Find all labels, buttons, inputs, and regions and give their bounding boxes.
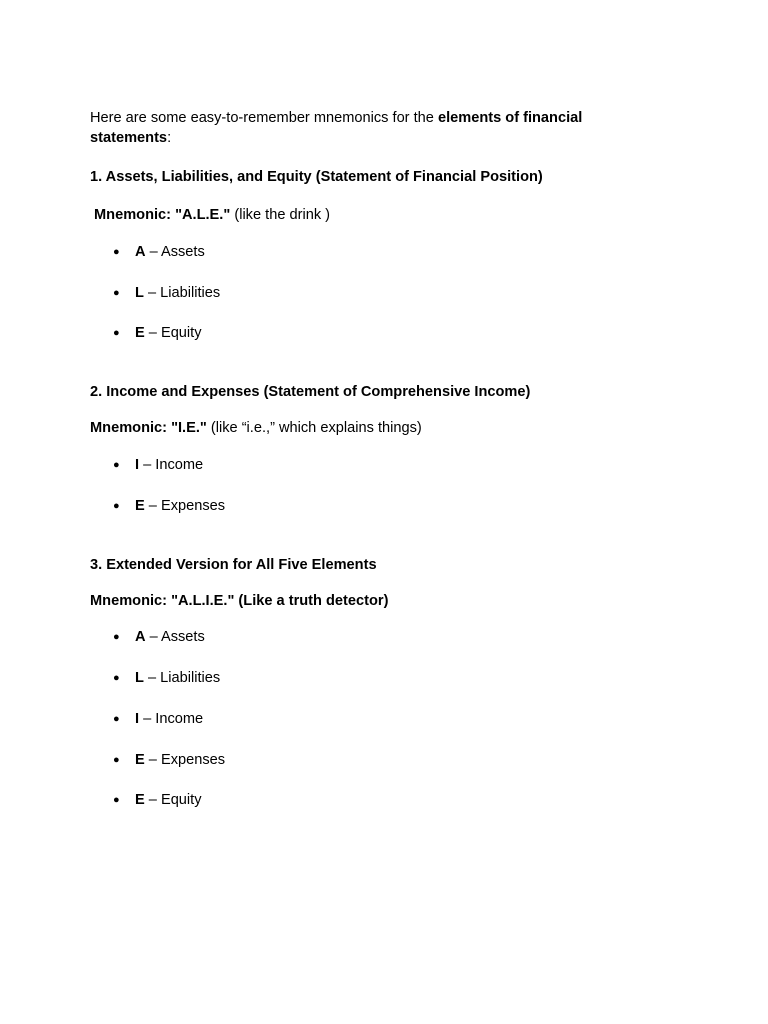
item-text: – Liabilities <box>143 285 221 301</box>
list-item <box>113 496 225 516</box>
bullet-icon: ● <box>113 794 120 806</box>
bullet-icon: ● <box>113 246 120 258</box>
item-letter: L <box>135 670 144 686</box>
section-3-mnemonic-bold: Mnemonic: "A.L.I.E." (Like a truth detector) <box>90 593 389 609</box>
intro-suffix: : <box>167 130 172 146</box>
item-letter: E <box>135 752 145 768</box>
list-item <box>113 242 205 262</box>
intro-line-1 <box>90 108 582 128</box>
item-text: – Expenses <box>144 752 226 768</box>
bullet-icon: ● <box>113 631 120 643</box>
item-letter: I <box>135 711 140 727</box>
item-text: – Equity <box>144 325 202 341</box>
list-item <box>113 668 220 688</box>
section-3-heading <box>90 555 377 575</box>
intro-bold-2: statements <box>90 130 168 146</box>
bullet-icon: ● <box>113 500 120 512</box>
section-2-heading <box>90 382 530 402</box>
item-letter: L <box>135 285 144 301</box>
item-letter: A <box>135 244 146 260</box>
list-item <box>113 323 202 343</box>
item-letter: E <box>135 498 145 514</box>
list-item <box>113 283 220 303</box>
bullet-icon: ● <box>113 287 120 299</box>
section-2-heading-text: 2. Income and Expenses (Statement of Comprehensive Income) <box>90 384 531 400</box>
section-3-mnemonic <box>90 591 388 611</box>
item-letter: E <box>135 325 145 341</box>
item-letter: A <box>135 629 146 645</box>
intro-line-2 <box>90 128 171 148</box>
bullet-icon: ● <box>113 754 120 766</box>
list-item <box>113 709 203 729</box>
bullet-icon: ● <box>113 672 120 684</box>
section-1-heading-text: 1. Assets, Liabilities, and Equity (Statement of Financial Position) <box>90 169 543 185</box>
item-text: – Assets <box>145 244 205 260</box>
item-letter: E <box>135 792 145 808</box>
section-2-mnemonic-rest: (like “i.e.,” which explains things) <box>206 420 422 436</box>
section-3-heading-text: 3. Extended Version for All Five Elements <box>90 557 377 573</box>
item-text: – Liabilities <box>143 670 221 686</box>
item-text: – Expenses <box>144 498 226 514</box>
section-1-mnemonic-rest: (like the drink ) <box>230 207 331 223</box>
item-text: – Equity <box>144 792 202 808</box>
item-text: – Income <box>139 457 204 473</box>
bullet-icon: ● <box>113 459 120 471</box>
list-item <box>113 627 205 647</box>
section-1-mnemonic-bold: Mnemonic: "A.L.E." <box>94 207 231 223</box>
item-text: – Income <box>139 711 204 727</box>
section-1-mnemonic <box>94 205 330 225</box>
section-1-heading <box>90 167 543 187</box>
item-text: – Assets <box>145 629 205 645</box>
section-2-mnemonic <box>90 418 422 438</box>
list-item <box>113 790 202 810</box>
section-2-mnemonic-bold: Mnemonic: "I.E." <box>90 420 207 436</box>
list-item <box>113 750 225 770</box>
intro-prefix: Here are some easy-to-remember mnemonics for the <box>90 110 438 126</box>
bullet-icon: ● <box>113 713 120 725</box>
intro-bold-1: elements of financial <box>437 110 583 126</box>
item-letter: I <box>135 457 140 473</box>
list-item <box>113 455 203 475</box>
bullet-icon: ● <box>113 327 120 339</box>
